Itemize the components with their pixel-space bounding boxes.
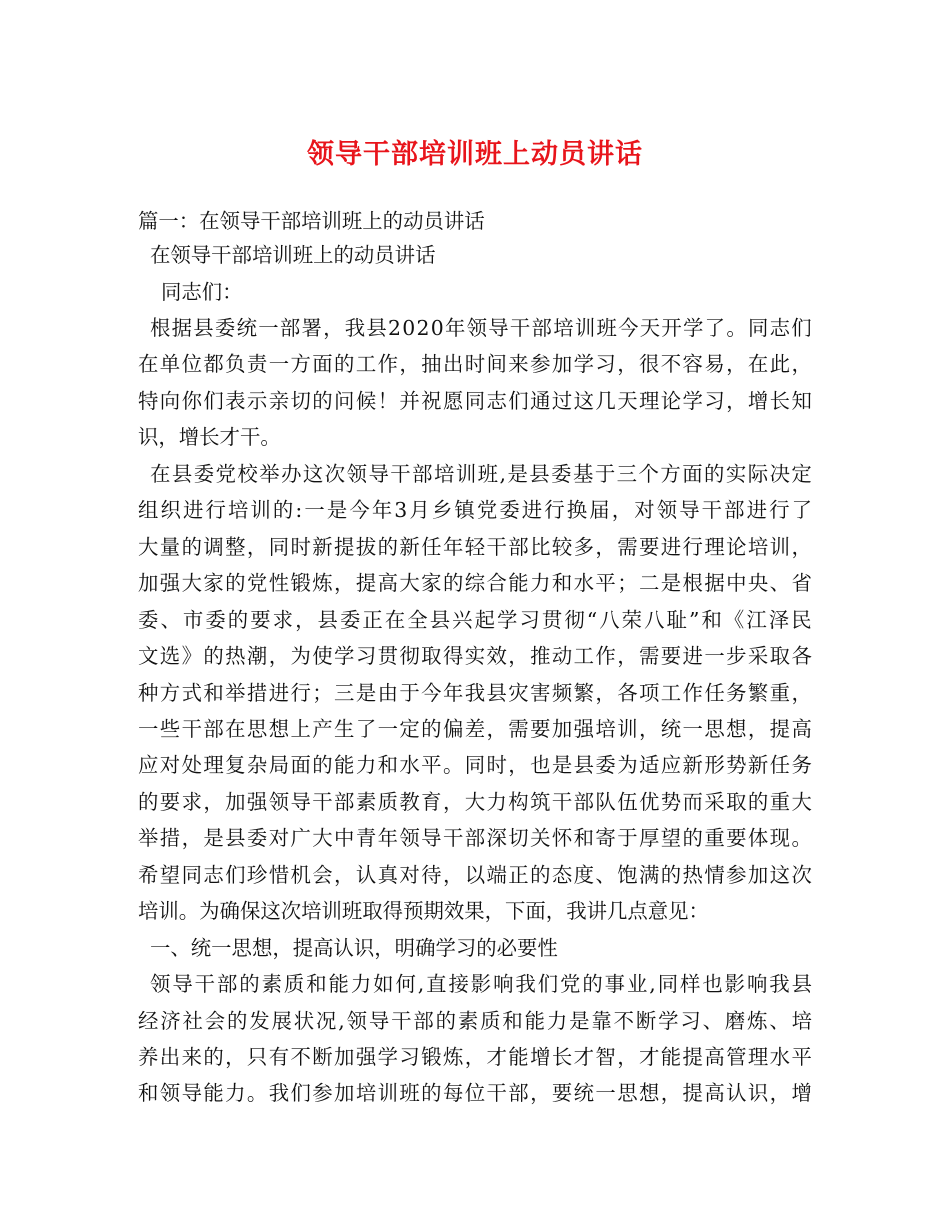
- body-line: 在 单 位 都 负 责 一 方 面 的 工 作 ， 抽 出 时 间 来 参 加 学 习 ， 很 不 容 易 ， 在 此 ，: [138, 352, 812, 376]
- body-line: 养 出 来 的 ， 只 有 不 断 加 强 学 习 锻 炼 ， 才 能 增 长 才 智 ， 才 能 提 高 管 理 水 平: [138, 1045, 812, 1069]
- body-line: 一 些 干 部 在 思 想 上 产 生 了 一 定 的 偏 差 ， 需 要 加 强 培 训 ， 统 一 思 想 ， 提 高: [138, 717, 812, 741]
- body-line: 种 方 式 和 举 措 进 行 ； 三 是 由 于 今 年 我 县 灾 害 频 繁 ， 各 项 工 作 任 务 繁 重 ，: [138, 681, 812, 705]
- document-title: 领导干部培训班上动员讲话: [307, 139, 643, 170]
- body-line: 希 望 同 志 们 珍 惜 机 会 ， 认 真 对 待 ， 以 端 正 的 态 度 、 饱 满 的 热 情 参 加 这 次: [138, 863, 812, 887]
- body-line: 加 强 大 家 的 党 性 锻 炼 ， 提 高 大 家 的 综 合 能 力 和 水 平 ； 二 是 根 据 中 央 、 省: [138, 571, 812, 595]
- body-line: 经 济 社 会 的 发 展 状 况 , 领 导 干 部 的 素 质 和 能 力 是 靠 不 断 学 习 、 磨 炼 、 培: [138, 1009, 812, 1033]
- section-heading: 篇一：在领导干部培训班上的动员讲话: [138, 209, 485, 233]
- body-line: 举 措 ， 是 县 委 对 广 大 中 青 年 领 导 干 部 深 切 关 怀 和 寄 于 厚 望 的 重 要 体 现 。: [138, 826, 812, 850]
- body-line: 领 导 干 部 的 素 质 和 能 力 如 何 , 直 接 影 响 我 们 党 的 事 业 , 同 样 也 影 响 我 县: [150, 972, 812, 996]
- body-line: 识，增长才干。: [138, 425, 281, 449]
- salutation: 同志们：: [161, 280, 243, 304]
- body-line: 特 向 你 们 表 示 亲 切 的 问 候 ！ 并 祝 愿 同 志 们 通 过 这 几 天 理 论 学 习 ， 增 长 知: [138, 389, 812, 413]
- body-line: 在 县 委 党 校 举 办 这 次 领 导 干 部 培 训 班 , 是 县 委 基 于 三 个 方 面 的 实 际 决 定: [150, 462, 812, 486]
- body-line: 一、统一思想，提高认识，明确学习的必要性: [150, 936, 558, 960]
- body-line: 的 要 求 ， 加 强 领 导 干 部 素 质 教 育 ， 大 力 构 筑 干 部 队 伍 优 势 而 采 取 的 重 大: [138, 790, 812, 814]
- body-line: 大 量 的 调 整 ， 同 时 新 提 拔 的 新 任 年 轻 干 部 比 较 多 ， 需 要 进 行 理 论 培 训 ，: [138, 535, 812, 559]
- body-line: 培训。为确保这次培训班取得预期效果，下面，我讲几点意见：: [138, 899, 709, 923]
- body-line: 文 选 》 的 热 潮 ， 为 使 学 习 贯 彻 取 得 实 效 ， 推 动 工 作 ， 需 要 进 一 步 采 取 各: [138, 644, 812, 668]
- body-line: 根 据 县 委 统 一 部 署 ， 我 县 2 0 2 0 年 领 导 干 部 培 训 班 今 天 开 学 了 。 同 志 们: [150, 316, 812, 340]
- body-line: 应 对 处 理 复 杂 局 面 的 能 力 和 水 平 。 同 时 ， 也 是 县 委 为 适 应 新 形 势 新 任 务: [138, 753, 812, 777]
- body-line: 委 、 市 委 的 要 求 ， 县 委 正 在 全 县 兴 起 学 习 贯 彻 “ 八 荣 八 耻 ” 和 《 江 泽 民: [138, 608, 812, 632]
- body-line: 和 领 导 能 力 。 我 们 参 加 培 训 班 的 每 位 干 部 ， 要 统 一 思 想 ， 提 高 认 识 ， 增: [138, 1081, 812, 1105]
- body-line: 组 织 进 行 培 训 的 : 一 是 今 年 3 月 乡 镇 党 委 进 行 换 届 ， 对 领 导 干 部 进 行 了: [138, 498, 812, 522]
- speech-heading: 在领导干部培训班上的动员讲话: [150, 243, 436, 267]
